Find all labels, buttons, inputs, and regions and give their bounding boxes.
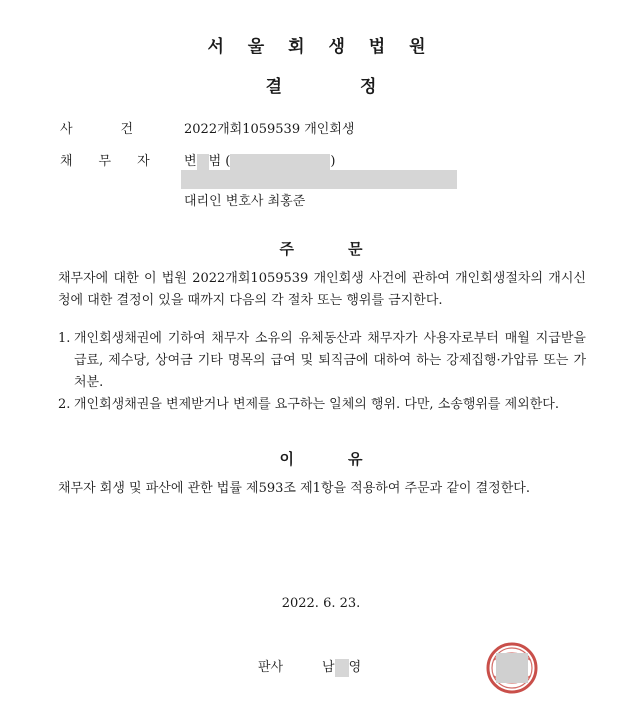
debtor-label: 채무자 [60,154,176,169]
debtor-name-prefix: 변 [184,154,197,169]
document-type-title: 결정 [265,77,455,97]
address-redaction-block [181,170,457,189]
court-name: 서 울 회 생 법 원 [207,37,435,57]
list-item-text: 개인회생채권을 변제받거나 변제를 요구하는 일체의 행위. 다만, 소송행위를 제외한다. [74,397,559,412]
list-item-text: 개인회생채권에 기하여 채무자 소유의 유체동산과 채무자가 사용자로부터 매월 지급받을 급료, 제수당, 상여금 기타 명목의 급여 및 퇴직금에 대하여 하는 강제집행·가압류 또는 가처분. [74,331,586,390]
redaction-block [335,659,349,677]
judge-name-last: 영 [348,660,362,675]
list-item-number: 2. [58,397,71,412]
list-item [58,394,586,416]
debtor-close: ) [330,154,336,169]
attorney-line: 대리인 변호사 최홍준 [184,194,306,209]
redaction-block [230,154,330,170]
debtor-line [184,150,335,170]
judge-title: 판사 [258,660,284,675]
order-paragraph: 채무자에 대한 이 법원 2022개회1059539 개인회생 사건에 관하여 개인회생절차의 개시신청에 대한 결정이 있을 때까지 다음의 각 절차 또는 행위를 금지한다. [58,271,586,308]
list-item-number: 1. [58,331,71,346]
case-number: 2022개회1059539 개인회생 [184,122,355,137]
order-heading: 주문 [279,240,417,258]
judge-name [322,656,361,677]
decision-date: 2022. 6. 23. [281,596,361,611]
case-label: 사건 [60,122,182,137]
list-item [58,328,586,394]
reason-paragraph: 채무자 회생 및 파산에 관한 법률 제593조 제1항을 적용하여 주문과 같이 결정한다. [58,481,530,496]
reason-heading: 이유 [279,450,417,468]
prohibition-list [58,328,586,416]
debtor-name-suffix: 범 ( [208,154,231,169]
seal-redaction-block [496,653,528,683]
redaction-block [197,154,209,170]
court-seal-stamp [484,640,540,696]
judge-name-first: 남 [322,660,335,675]
